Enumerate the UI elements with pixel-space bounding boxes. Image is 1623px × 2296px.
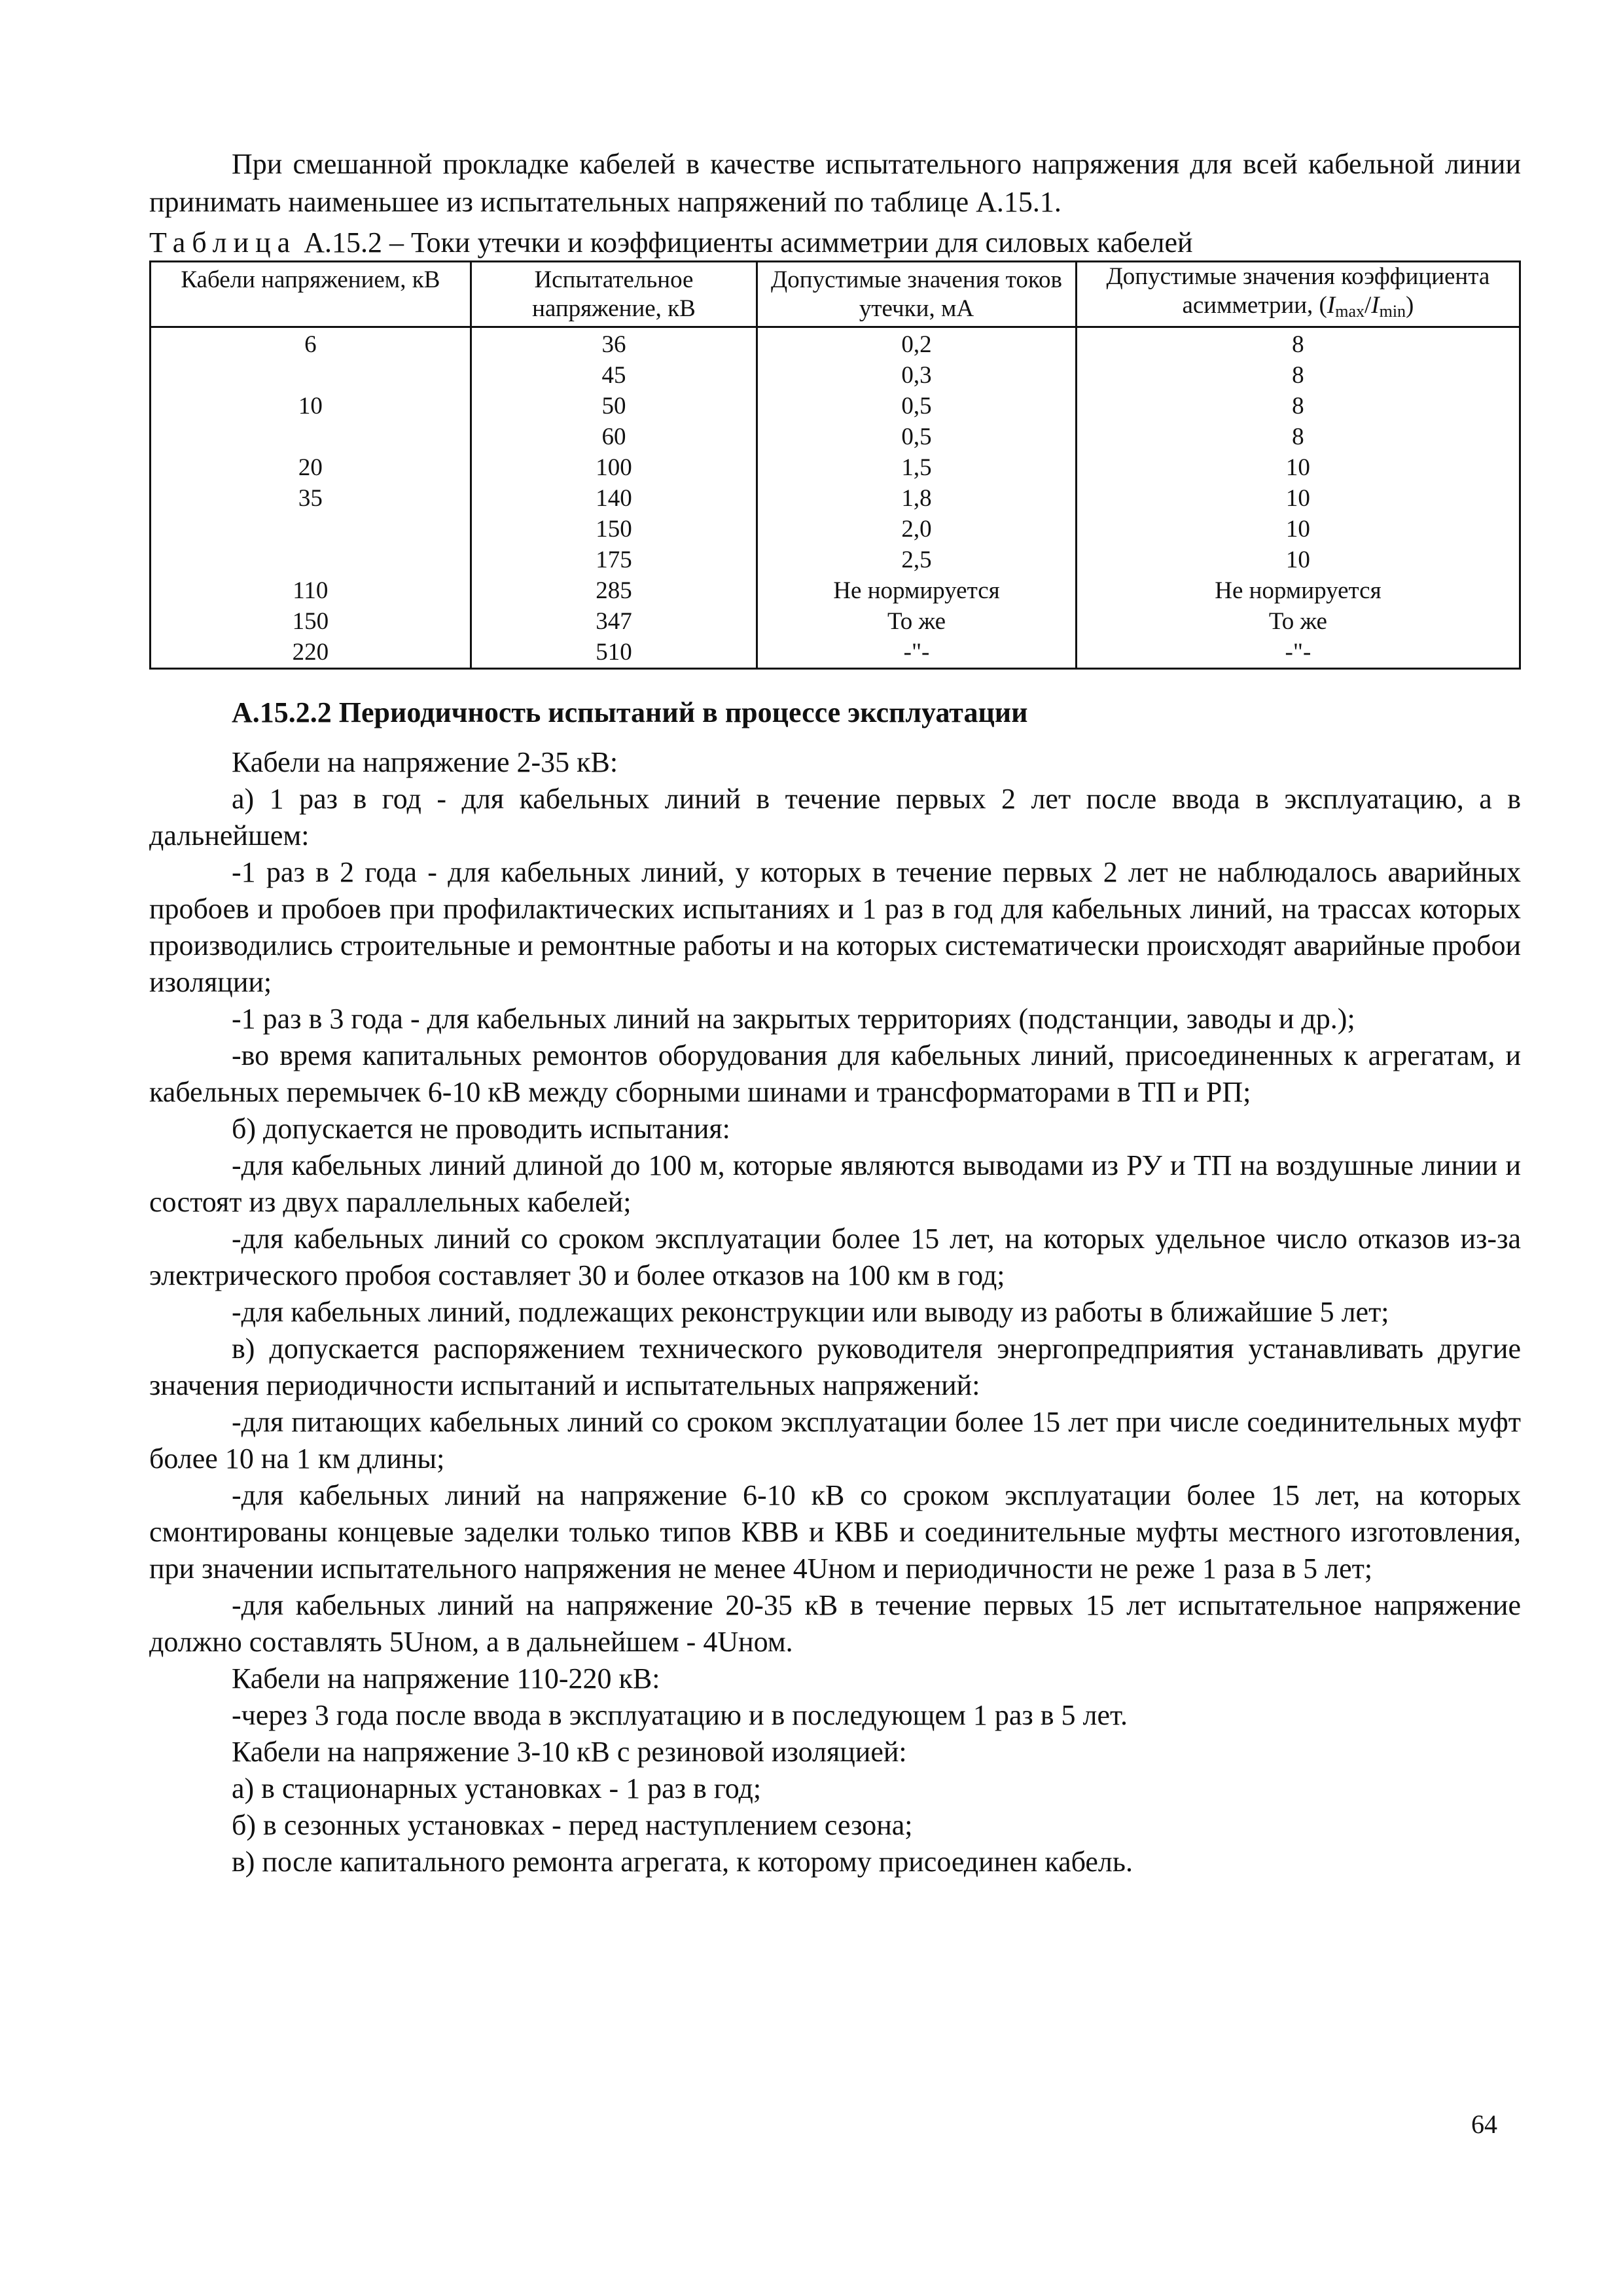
cell-asymmetry: 8 (1076, 327, 1520, 361)
table-row (151, 422, 1520, 452)
cell-voltage (151, 514, 471, 545)
cell-asymmetry: 10 (1076, 514, 1520, 545)
table-row (151, 391, 1520, 422)
table-row (151, 606, 1520, 637)
header-asymmetry-coefficient: Допустимые значения коэффициента асимметрии, $(I_{max}/I_{min})$ (1076, 262, 1520, 327)
cell-test-voltage: 45 (471, 360, 757, 391)
cell-leakage: -"- (757, 637, 1077, 669)
cell-voltage: 150 (151, 606, 471, 637)
cell-leakage: 0,3 (757, 360, 1077, 391)
cell-asymmetry: -"- (1076, 637, 1520, 669)
cell-leakage: 2,0 (757, 514, 1077, 545)
paragraph: -для кабельных линий на напряжение 6-10 кВ со сроком эксплуатации более 15 лет, на которых смонтированы концевые заделки только типов КВВ и КВБ и соединительные муфты местного изготовления, при значении испытательного напряжения не менее 4Uном и периодичности не реже 1 раза в 5 лет; (149, 1479, 1521, 1585)
cell-asymmetry: Не нормируется (1076, 575, 1520, 606)
cell-leakage: То же (757, 606, 1077, 637)
table-row (151, 327, 1520, 361)
paragraph: -для питающих кабельных линий со сроком эксплуатации более 15 лет при числе соединительных муфт более 10 на 1 км длины; (149, 1406, 1521, 1475)
cell-test-voltage: 285 (471, 575, 757, 606)
table-header-row (151, 262, 1520, 327)
cell-test-voltage: 347 (471, 606, 757, 637)
document-page (149, 145, 1521, 1880)
cell-voltage: 6 (151, 327, 471, 361)
table-row (151, 483, 1520, 514)
paragraph: а) в стационарных установках - 1 раз в год; (232, 1772, 762, 1804)
cell-voltage: 35 (151, 483, 471, 514)
cell-leakage: 1,5 (757, 452, 1077, 483)
cell-test-voltage: 50 (471, 391, 757, 422)
paragraph: Кабели на напряжение 2-35 кВ: (232, 746, 618, 778)
table-row (151, 452, 1520, 483)
paragraph: а) 1 раз в год - для кабельных линий в течение первых 2 лет после ввода в эксплуатацию, а в дальнейшем: (149, 783, 1521, 852)
section-body (149, 744, 1521, 1880)
table-row (151, 545, 1520, 575)
table-row (151, 360, 1520, 391)
paragraph: в) допускается распоряжением технического руководителя энергопредприятия устанавливать другие значения периодичности испытаний и испытательных напряжений: (149, 1333, 1521, 1401)
header-cable-voltage: Кабели напряжением, кВ (151, 262, 471, 327)
table-caption-label: Таблица (149, 226, 297, 259)
cell-test-voltage: 100 (471, 452, 757, 483)
cell-voltage: 10 (151, 391, 471, 422)
cell-leakage: 0,5 (757, 391, 1077, 422)
header-leakage-current: Допустимые значения токов утечки, мА (757, 262, 1077, 327)
intro-paragraph: При смешанной прокладке кабелей в качестве испытательного напряжения для всей кабельной линии принимать наименьшее из испытательных напряжений по таблице А.15.1. (149, 148, 1521, 218)
table-caption (149, 225, 1521, 260)
paragraph: -1 раз в 3 года - для кабельных линий на закрытых территориях (подстанции, заводы и др.); (232, 1003, 1355, 1035)
cell-voltage: 110 (151, 575, 471, 606)
cell-leakage: Не нормируется (757, 575, 1077, 606)
cell-asymmetry: То же (1076, 606, 1520, 637)
cell-voltage (151, 545, 471, 575)
table-caption-text: А.15.2 – Токи утечки и коэффициенты асимметрии для силовых кабелей (296, 226, 1193, 259)
cell-asymmetry: 8 (1076, 360, 1520, 391)
cell-asymmetry: 10 (1076, 452, 1520, 483)
table-row (151, 575, 1520, 606)
cell-asymmetry: 10 (1076, 545, 1520, 575)
paragraph: Кабели на напряжение 3-10 кВ с резиновой изоляцией: (232, 1736, 907, 1768)
cell-test-voltage: 140 (471, 483, 757, 514)
paragraph: Кабели на напряжение 110-220 кВ: (232, 1662, 660, 1695)
cell-asymmetry: 8 (1076, 422, 1520, 452)
paragraph: б) допускается не проводить испытания: (232, 1113, 730, 1145)
paragraph: -через 3 года после ввода в эксплуатацию и в последующем 1 раз в 5 лет. (232, 1699, 1128, 1731)
cell-leakage: 0,5 (757, 422, 1077, 452)
cell-test-voltage: 150 (471, 514, 757, 545)
cell-voltage (151, 422, 471, 452)
cell-asymmetry: 10 (1076, 483, 1520, 514)
cell-test-voltage: 60 (471, 422, 757, 452)
header-test-voltage: Испытательное напряжение, кВ (471, 262, 757, 327)
paragraph: в) после капитального ремонта агрегата, к которому присоединен кабель. (232, 1846, 1133, 1878)
section-title: А.15.2.2 Периодичность испытаний в процессе эксплуатации (232, 696, 1028, 728)
paragraph: -во время капитальных ремонтов оборудования для кабельных линий, присоединенных к агрегатам, и кабельных перемычек 6-10 кВ между сборными шинами и трансформаторами в ТП и РП; (149, 1039, 1521, 1108)
table-row (151, 637, 1520, 669)
leakage-current-table (149, 260, 1521, 670)
cell-voltage (151, 360, 471, 391)
cell-leakage: 0,2 (757, 327, 1077, 361)
page-number: 64 (1471, 2109, 1497, 2139)
cell-voltage: 20 (151, 452, 471, 483)
cell-leakage: 1,8 (757, 483, 1077, 514)
cell-test-voltage: 510 (471, 637, 757, 669)
paragraph: б) в сезонных установках - перед наступлением сезона; (232, 1809, 913, 1841)
cell-test-voltage: 175 (471, 545, 757, 575)
cell-leakage: 2,5 (757, 545, 1077, 575)
paragraph: -для кабельных линий со сроком эксплуатации более 15 лет, на которых удельное число отказов из-за электрического пробоя составляет 30 и более отказов на 100 км в год; (149, 1223, 1521, 1291)
paragraph: -для кабельных линий длиной до 100 м, которые являются выводами из РУ и ТП на воздушные линии и состоят из двух параллельных кабелей; (149, 1149, 1521, 1218)
paragraph: -1 раз в 2 года - для кабельных линий, у которых в течение первых 2 лет не наблюдалось аварийных пробоев и пробоев при профилактических испытаниях и 1 раз в год для кабельных линий, на трассах которых производились строительные и ремонтные работы и на которых систематически происходят аварийные пробои изоляции; (149, 856, 1521, 998)
cell-voltage: 220 (151, 637, 471, 669)
cell-asymmetry: 8 (1076, 391, 1520, 422)
table-row (151, 514, 1520, 545)
cell-test-voltage: 36 (471, 327, 757, 361)
paragraph: -для кабельных линий на напряжение 20-35 кВ в течение первых 15 лет испытательное напряжение должно составлять 5Uном, а в дальнейшем - 4Uном. (149, 1589, 1521, 1658)
paragraph: -для кабельных линий, подлежащих реконструкции или выводу из работы в ближайшие 5 лет; (232, 1296, 1389, 1328)
